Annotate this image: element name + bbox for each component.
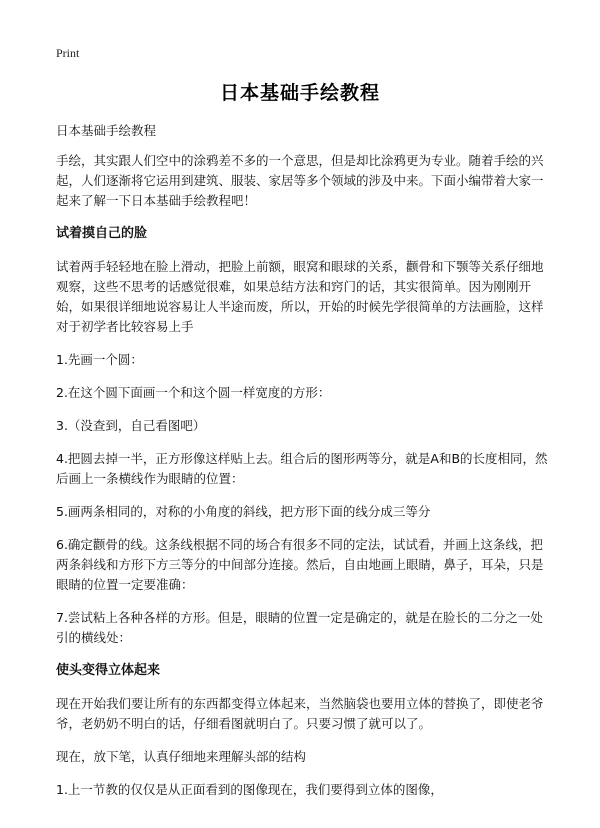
section-paragraph-3d: 现在开始我们要让所有的东西都变得立体起来，当然脑袋也要用立体的替换了，即使老爷爷，老奶奶不明白的话，仔细看图就明白了。只要习惯了就可以了。 — [56, 696, 544, 731]
step-item: 1.先画一个圆： — [56, 352, 143, 367]
step-item: 5.画两条相同的，对称的小角度的斜线，把方形下面的线分成三等分 — [56, 504, 431, 519]
step-item: 6.确定颧骨的线。这条线根据不同的场合有很多不同的定法，试试看，并画上这条线，把两条斜线和方形下方三等分的中间部分连接。然后，自由地画上眼睛，鼻子，耳朵，只是眼睛的位置一定要准确： — [56, 537, 544, 592]
intro-paragraph: 手绘，其实跟人们空中的涂鸦差不多的一个意思，但是却比涂鸦更为专业。随着手绘的兴起，人们逐渐将它运用到建筑、服装、家居等多个领域的涉及中来。下面小编带着大家一起来了解一下日本基础手绘教程吧！ — [56, 153, 544, 208]
page-title: 日本基础手绘教程 — [219, 82, 380, 104]
step-item: 1.上一节教的仅仅是从正面看到的图像现在，我们要得到立体的图像， — [56, 782, 443, 797]
step-item: 3.（没查到，自己看图吧） — [56, 418, 206, 433]
article-subtitle: 日本基础手绘教程 — [56, 123, 157, 138]
step-item: 2.在这个圆下面画一个和这个圆一样宽度的方形： — [56, 385, 331, 400]
step-item: 7.尝试粘上各种各样的方形。但是，眼睛的位置一定是确定的，就是在脸长的二分之一处引的横线处： — [56, 610, 543, 645]
section-paragraph-face: 试着两手轻轻地在脸上滑动，把脸上前额，眼窝和眼球的关系，颧骨和下颚等关系仔细地观察，这些不思考的话感觉很难，如果总结方法和窍门的话，其实很简单。因为刚刚开始，如果很详细地说容易让人半途而废，所以，开始的时候先学很简单的方法画脸，这样对于初学者比较容易上手 — [56, 259, 544, 334]
article-body — [56, 121, 548, 813]
section-heading-face: 试着摸自己的脸 — [56, 226, 148, 241]
section-paragraph-structure: 现在，放下笔，认真仔细地来理解头部的结构 — [56, 749, 307, 764]
section-heading-3d: 使头变得立体起来 — [56, 663, 161, 678]
print-label: Print — [56, 46, 80, 60]
step-item: 4.把圆去掉一半，正方形像这样贴上去。组合后的图形两等分，就是A和B的长度相同，然后画上一条横线作为眼睛的位置： — [56, 451, 548, 486]
